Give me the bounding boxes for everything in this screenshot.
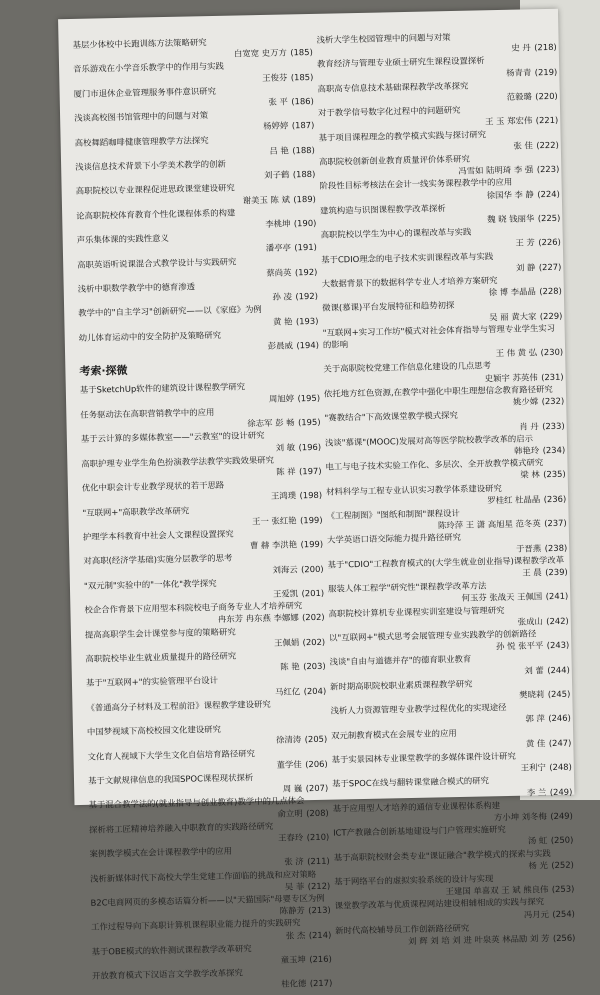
entry-page-number: (190) bbox=[293, 217, 317, 229]
entry-title: 音乐游戏在小学音乐教学中的作用与实践 bbox=[73, 61, 224, 75]
entry-title: 新时期高职院校职业素质课程教学研究 bbox=[329, 678, 473, 692]
entry-page-number: (221) bbox=[535, 115, 559, 126]
entry-authors: 刘海云 bbox=[272, 563, 298, 575]
entry-title: 声乐集体课的实践性意义 bbox=[76, 233, 169, 246]
entry-page-number: (188) bbox=[292, 144, 315, 156]
entry-title: 浅谈"自由与道德并存"的德育职业教育 bbox=[329, 654, 472, 668]
entry-title: 浅谈"慕课"(MOOC)发展对高等医学院校教学改革的启示 bbox=[324, 433, 534, 448]
entry-title: 浅析大学生校园管理中的问题与对策 bbox=[316, 32, 451, 45]
entry-page-number: (231) bbox=[541, 371, 564, 382]
entry-title: 教育经济与管理专业硕士研究生课程设置探析 bbox=[316, 55, 485, 70]
entry-page-number: (194) bbox=[296, 339, 320, 351]
entry-page-number: (187) bbox=[291, 120, 315, 131]
entry-page-number: (200) bbox=[300, 563, 324, 574]
entry-authors: 吕 艳 bbox=[269, 145, 289, 156]
section-heading: 考索·探微 bbox=[79, 364, 128, 379]
entry-title: 基于OBE模式的软件测试课程教学改革研究 bbox=[91, 943, 252, 957]
entry-title: "赛教结合"下高效课堂教学模式探究 bbox=[324, 410, 458, 424]
entry-page-number: (235) bbox=[543, 469, 566, 480]
entry-page-number: (232) bbox=[541, 395, 565, 407]
entry-page-number: (213) bbox=[308, 904, 331, 916]
entry-authors: 潘亭亭 bbox=[265, 242, 291, 254]
entry-title: 高职护理专业学生角色扮演教学法教学实践效果研究 bbox=[81, 454, 275, 469]
entry-title: 开放教育模式下汉语言文学教学改革探究 bbox=[91, 967, 243, 981]
entry-title: 高职院校以专业课程促进思政课堂建设研究 bbox=[75, 183, 235, 197]
entry-authors: 韩艳玲 bbox=[513, 445, 540, 456]
entry-authors: 王利宁 bbox=[520, 762, 546, 773]
entry-page-number: (198) bbox=[299, 490, 323, 501]
toc-entry bbox=[335, 919, 575, 948]
entry-authors: 孙 悦 张平平 bbox=[495, 640, 544, 652]
entry-page-number: (234) bbox=[542, 444, 566, 456]
entry-page-number: (242) bbox=[546, 615, 569, 626]
entry-authors: 蔡尚英 bbox=[266, 267, 292, 278]
entry-authors: 罗桂红 杜晶晶 bbox=[487, 493, 541, 506]
entry-page-number: (233) bbox=[542, 420, 565, 431]
entry-authors: 何玉芬 张战天 王佩国 bbox=[461, 591, 543, 604]
entry-page-number: (239) bbox=[545, 566, 568, 578]
entry-page-number: (247) bbox=[548, 737, 572, 748]
entry-title: 基于混合教学法的(就业指导与创业教育)教学中的几点体会 bbox=[88, 795, 305, 811]
entry-page-number: (256) bbox=[552, 932, 576, 944]
entry-title: 文化育人视域下大学生文化自信培育路径研究 bbox=[87, 747, 256, 762]
entry-title: 服装人体工程学"研究性"课程教学改革方法 bbox=[327, 580, 487, 594]
entry-page-number: (205) bbox=[304, 734, 328, 745]
entry-title: 基于"CDIO"工程教育模式的(大学生就业创业指导)课程教学改革 bbox=[327, 554, 565, 570]
left-column bbox=[72, 34, 332, 994]
toc-entry bbox=[92, 965, 332, 994]
entry-page-number: (201) bbox=[301, 587, 325, 599]
entry-authors: 黄 佳 bbox=[525, 737, 546, 749]
entry-authors: 王 玉 郑宏伟 bbox=[484, 115, 533, 127]
entry-page-number: (199) bbox=[300, 538, 324, 550]
entry-title: 课堂教学改革与优质课程网站建设相辅相成的实践与探究 bbox=[334, 896, 545, 912]
entry-title: 基于CDIO理念的电子技术实训课程改革与实践 bbox=[321, 250, 494, 265]
entry-page-number: (195) bbox=[297, 392, 321, 403]
entry-page-number: (192) bbox=[295, 291, 319, 302]
entry-page-number: (185) bbox=[290, 71, 314, 82]
entry-page-number: (218) bbox=[534, 42, 557, 53]
entry-page-number: (254) bbox=[552, 908, 575, 919]
entry-title: 优化中职会计专业教学现状的若干思路 bbox=[81, 479, 225, 493]
entry-authors: 王俊芬 bbox=[262, 72, 288, 83]
entry-authors: 汤 虹 bbox=[527, 835, 548, 846]
entry-title: 基层少体校中长跑训练方法策略研究 bbox=[72, 37, 207, 50]
entry-page-number: (204) bbox=[303, 685, 327, 696]
entry-page-number: (243) bbox=[546, 639, 570, 651]
entry-authors: 方小坤 刘冬梅 bbox=[493, 811, 547, 823]
entry-authors: 周旭婷 bbox=[268, 393, 295, 404]
entry-authors: 童玉坤 bbox=[280, 954, 306, 965]
entry-authors: 吴 丽 黄大家 bbox=[489, 310, 537, 322]
entry-page-number: (185) bbox=[290, 47, 313, 58]
entry-authors: 肖 丹 bbox=[519, 420, 539, 432]
entry-authors: 王爱凯 bbox=[272, 588, 299, 599]
entry-authors: 俞立明 bbox=[277, 807, 303, 819]
entry-title: 高职院校毕业生就业质量提升的路径研究 bbox=[85, 650, 237, 664]
entry-title: 材料科学与工程专业认识实习教学体系建设研究 bbox=[325, 482, 502, 497]
entry-page-number: (202) bbox=[302, 636, 326, 647]
entry-authors: 杨 光 bbox=[528, 859, 548, 871]
entry-title: 高校舞蹈咖啡健康管理教学方法探究 bbox=[74, 134, 209, 148]
entry-page-number: (186) bbox=[291, 95, 314, 107]
entry-page-number: (208) bbox=[306, 807, 329, 818]
entry-page-number: (245) bbox=[547, 688, 571, 700]
entry-list-top bbox=[72, 34, 319, 356]
entry-list-bottom bbox=[80, 379, 333, 994]
entry-authors: 陈静芳 bbox=[279, 905, 305, 917]
entry-title: 工作过程导向下高职计算机课程职业能力提升的实践研究 bbox=[90, 917, 301, 933]
entry-title: 浅谈高校图书馆管理中的问题与对策 bbox=[74, 110, 209, 124]
entry-page-number: (253) bbox=[551, 883, 575, 895]
entry-page-number: (193) bbox=[295, 315, 319, 326]
entry-authors: 徐志军 彭 畅 bbox=[247, 417, 295, 429]
entry-authors: 刘 辉 刘 培 刘 进 叶泉英 林品励 刘 芳 bbox=[408, 933, 550, 947]
entry-title: 电工与电子技术实验工作化、多层次、全开放教学模式研究 bbox=[325, 457, 544, 472]
entry-title: 基于SPOC在线与翻转课堂融合模式的研究 bbox=[332, 775, 490, 790]
entry-list-right bbox=[316, 29, 575, 949]
entry-title: 中国梦视域下高校校园文化建设研究 bbox=[86, 724, 222, 737]
entry-title: 阶段性目标考核法在会计一线实务课程教学中的应用 bbox=[319, 177, 513, 192]
entry-authors: 冯雪如 陆明琦 李 强 bbox=[458, 164, 534, 177]
entry-page-number: (248) bbox=[549, 761, 572, 773]
entry-page-number: (196) bbox=[298, 441, 322, 452]
toc-entry bbox=[79, 327, 319, 356]
entry-authors: 史 丹 bbox=[511, 42, 531, 53]
entry-title: 高职院校创新创业教育质量评价体系研究 bbox=[318, 153, 470, 167]
entry-title: 基于项目课程理念的教学模式实践与探讨研究 bbox=[318, 128, 487, 143]
entry-title: ICT产教融合创新基地建设与门户管理实施研究 bbox=[333, 824, 506, 838]
entry-page-number: (226) bbox=[538, 237, 561, 248]
entry-authors: 杨青青 bbox=[506, 66, 532, 78]
entry-title: 建筑构造与识图课程教学改革探析 bbox=[320, 203, 446, 216]
right-column bbox=[316, 29, 575, 949]
entry-title: 关于高职院校党建工作信息化建设的几点思考 bbox=[323, 360, 492, 375]
entry-title: 大数据背景下的数据科学专业人才培养方案研究 bbox=[321, 275, 498, 289]
entry-authors: 樊晓莉 bbox=[519, 689, 545, 700]
entry-title: 校企合作背景下应用型本科院校电子商务专业人才培养研究 bbox=[84, 600, 303, 615]
entry-authors: 姚少嫦 bbox=[512, 396, 539, 407]
entry-page-number: (250) bbox=[550, 835, 574, 846]
entry-authors: 郭 萍 bbox=[525, 713, 545, 724]
entry-title: 厦门市退休企业管理服务事件意识研究 bbox=[73, 85, 217, 99]
entry-page-number: (214) bbox=[308, 929, 332, 940]
entry-page-number: (207) bbox=[305, 782, 329, 794]
entry-title: 护理学本科教育中社会人文课程设置探究 bbox=[82, 528, 234, 542]
entry-page-number: (249) bbox=[550, 810, 573, 822]
entry-authors: 王佩娟 bbox=[273, 637, 300, 648]
entry-title: 高职院校以学生为中心的课程改革与实践 bbox=[320, 226, 472, 241]
entry-title: 基于高职院校财会类专业"课证融合"教学模式的探索与实践 bbox=[333, 847, 551, 863]
entry-authors: 马红亿 bbox=[274, 685, 301, 697]
entry-authors: 魏 晓 钱丽华 bbox=[487, 213, 535, 225]
entry-page-number: (236) bbox=[543, 493, 567, 504]
entry-page-number: (241) bbox=[545, 591, 569, 602]
entry-page-number: (244) bbox=[547, 664, 570, 675]
entry-authors: 于晋燕 bbox=[516, 542, 542, 554]
entry-page-number: (238) bbox=[544, 542, 568, 553]
entry-title: 《普通高分子材料及工程前沿》课程教学建设研究 bbox=[86, 698, 271, 713]
entry-title: 浅析新媒体时代下高校大学生党建工作面临的挑战和应对策略 bbox=[89, 868, 317, 884]
entry-title: 提高高职学生会计课堂参与度的策略研究 bbox=[84, 626, 236, 640]
entry-title: 基于应用型人才培养的通信专业课程体系构建 bbox=[332, 799, 501, 814]
entry-title: 高职高专信息技术基础课程教学改革探究 bbox=[317, 80, 469, 94]
entry-page-number: (197) bbox=[298, 465, 322, 477]
entry-title: "互联网+"高职教学改革研究 bbox=[82, 505, 190, 518]
entry-authors: 刘 蕾 bbox=[524, 664, 544, 676]
entry-authors: 范毅璐 bbox=[506, 91, 532, 102]
entry-page-number: (203) bbox=[303, 660, 326, 672]
entry-page-number: (220) bbox=[535, 90, 558, 102]
entry-authors: 白宽宽 史万方 bbox=[233, 47, 287, 59]
entry-authors: 徐国华 李 静 bbox=[486, 188, 534, 200]
entry-title: 基于SketchUp软件的建筑设计课程教学研究 bbox=[79, 381, 246, 396]
entry-page-number: (211) bbox=[307, 856, 330, 867]
entry-authors: 张 佳 bbox=[513, 140, 533, 151]
entry-authors: 王 芳 bbox=[515, 237, 535, 249]
entry-page-number: (249) bbox=[549, 786, 573, 797]
entry-page-number: (230) bbox=[540, 347, 564, 358]
entry-authors: 桂化德 bbox=[281, 978, 307, 990]
entry-authors: 王建国 单喜双 王 斌 熊良伟 bbox=[445, 884, 549, 897]
entry-authors: 张 杰 bbox=[285, 929, 306, 941]
entry-page-number: (217) bbox=[309, 978, 333, 989]
entry-authors: 徐 博 李晶晶 bbox=[488, 286, 536, 298]
entry-page-number: (228) bbox=[539, 286, 562, 297]
entry-page-number: (189) bbox=[293, 193, 316, 204]
entry-authors: 周 巍 bbox=[282, 783, 303, 794]
entry-title: 基于实景园林专业课堂教学的多媒体课件设计研究 bbox=[331, 750, 516, 765]
entry-title: "双元制"实验中的"一体化"教学探究 bbox=[83, 577, 217, 591]
entry-page-number: (224) bbox=[537, 188, 560, 199]
entry-title: 《工程制图》"图纸和制图"课程设计 bbox=[326, 507, 460, 521]
entry-title: 浅析人力资源管理专业教学过程优化的实现途径 bbox=[330, 702, 507, 716]
entry-title: 教学中的"自主学习"创新研究——以《家庭》为例 bbox=[78, 304, 262, 319]
entry-authors: 李 兰 bbox=[526, 786, 547, 798]
entry-authors: 李桃坤 bbox=[265, 218, 291, 229]
entry-authors: 谢美玉 陈 斌 bbox=[242, 194, 290, 206]
entry-authors: 陈玲萍 王 潇 高旭星 范冬英 bbox=[437, 518, 541, 531]
entry-authors: 陈 祥 bbox=[276, 466, 296, 477]
entry-page-number: (212) bbox=[307, 880, 331, 892]
entry-authors: 张 平 bbox=[268, 96, 288, 107]
entry-title: 以"互联网+"模式思考会展管理专业实践教学的创新路径 bbox=[328, 628, 537, 643]
entry-authors: 王春玲 bbox=[278, 832, 304, 843]
entry-authors: 黄 艳 bbox=[272, 316, 293, 327]
entry-title: 新时代高校辅导员工作创新路径研究 bbox=[335, 922, 470, 936]
entry-title: 高职英语听说课混合式教学设计与实践研究 bbox=[77, 256, 237, 270]
entry-page-number: (188) bbox=[292, 169, 316, 180]
entry-authors: 王 伟 黄 弘 bbox=[495, 347, 538, 359]
entry-authors: 孙 凌 bbox=[272, 291, 293, 303]
entry-page-number: (223) bbox=[536, 164, 560, 175]
entry-title: 浅析中职数学教学中的德育渗透 bbox=[77, 281, 196, 294]
entry-title: 论高职院校体育教育个性化课程体系的构建 bbox=[76, 207, 236, 221]
entry-title: B2C电商网页的多模态话篇分析——以"天猫国际"母婴专区为例 bbox=[90, 892, 325, 908]
entry-authors: 冉东芳 冉东燕 李娜娜 bbox=[217, 612, 299, 625]
entry-page-number: (237) bbox=[544, 517, 567, 529]
entry-authors: 彭晨威 bbox=[267, 340, 294, 351]
entry-page-number: (227) bbox=[538, 261, 562, 273]
entry-authors: 史颖宇 苏英伟 bbox=[484, 371, 538, 384]
entry-authors: 杨婷婷 bbox=[263, 120, 289, 132]
entry-title: 对高职(经济学基础)实施分层教学的思考 bbox=[83, 553, 233, 567]
entry-title: 案例教学模式在会计课程教学中的应用 bbox=[89, 845, 232, 859]
entry-title: 高职院校计算机专业课程实训室建设与管理研究 bbox=[328, 604, 505, 619]
entry-title: 基于网络平台的虚拟实验系统的设计与实现 bbox=[334, 873, 494, 887]
entry-authors: 张成山 bbox=[517, 615, 543, 627]
entry-page-number: (191) bbox=[294, 242, 317, 253]
entry-title: "互联网+实习工作坊"模式对社会体育指导与管理专业学生实习的影响 bbox=[322, 322, 556, 350]
entry-title: 依托地方红色资源,在教学中强化中职生理想信念教育路径研究 bbox=[323, 383, 553, 399]
entry-page-number: (202) bbox=[302, 612, 325, 623]
entry-page-number: (210) bbox=[306, 831, 330, 843]
entry-title: 浅谈信息技术背景下小学美术教学的创新 bbox=[75, 158, 226, 172]
entry-page-number: (246) bbox=[548, 713, 571, 724]
entry-authors: 刘 静 bbox=[515, 262, 536, 273]
entry-authors: 徐清涛 bbox=[275, 734, 302, 746]
entry-page-number: (216) bbox=[309, 953, 332, 965]
entry-title: 大学英语口语交际能力提升路径研究 bbox=[326, 532, 462, 546]
entry-authors: 曹 赫 李洪艳 bbox=[249, 539, 298, 551]
entry-title: 双元制教育模式在会展专业的应用 bbox=[331, 727, 457, 741]
entry-authors: 王 晨 bbox=[522, 567, 542, 578]
entry-page-number: (229) bbox=[539, 310, 563, 321]
entry-authors: 张 济 bbox=[284, 856, 304, 868]
entry-title: 对于教学信号数字化过程中的问题研究 bbox=[317, 105, 461, 119]
entry-page-number: (192) bbox=[294, 266, 318, 278]
entry-authors: 陈 艳 bbox=[280, 661, 300, 672]
journal-contents-page bbox=[58, 9, 576, 990]
entry-title: 基于文献规律信息的我国SPOC课程现状探析 bbox=[87, 772, 254, 786]
entry-title: 幼儿体育运动中的安全防护及策略研究 bbox=[78, 329, 222, 343]
entry-page-number: (219) bbox=[534, 66, 558, 77]
entry-title: 基于"互联网+"的实验管理平台设计 bbox=[85, 675, 219, 689]
entry-authors: 王一 张红艳 bbox=[251, 515, 297, 527]
entry-authors: 董学佳 bbox=[276, 759, 302, 770]
entry-page-number: (252) bbox=[551, 859, 574, 870]
entry-title: 基于云计算的多媒体教室——"云教室"的设计研究 bbox=[80, 430, 265, 445]
toc-entry bbox=[323, 322, 564, 364]
entry-title: 微课(慕课)平台发展特征和趋势初探 bbox=[322, 300, 455, 314]
entry-title: 探析将工匠精神培养融入中职教育的实践路径研究 bbox=[88, 820, 274, 835]
entry-page-number: (222) bbox=[536, 139, 559, 151]
entry-authors: 吴 菲 bbox=[284, 881, 305, 892]
entry-page-number: (195) bbox=[297, 416, 321, 428]
entry-authors: 刘子鹤 bbox=[264, 169, 290, 181]
entry-authors: 梁 林 bbox=[520, 469, 540, 480]
entry-authors: 刘 敏 bbox=[275, 441, 296, 453]
entry-page-number: (206) bbox=[305, 758, 328, 770]
entry-authors: 王鸿璞 bbox=[270, 490, 297, 502]
entry-authors: 冯月元 bbox=[523, 908, 550, 920]
entry-page-number: (225) bbox=[537, 212, 561, 224]
entry-page-number: (199) bbox=[299, 514, 323, 525]
entry-title: 任务驱动法在高职营销教学中的应用 bbox=[80, 406, 215, 420]
